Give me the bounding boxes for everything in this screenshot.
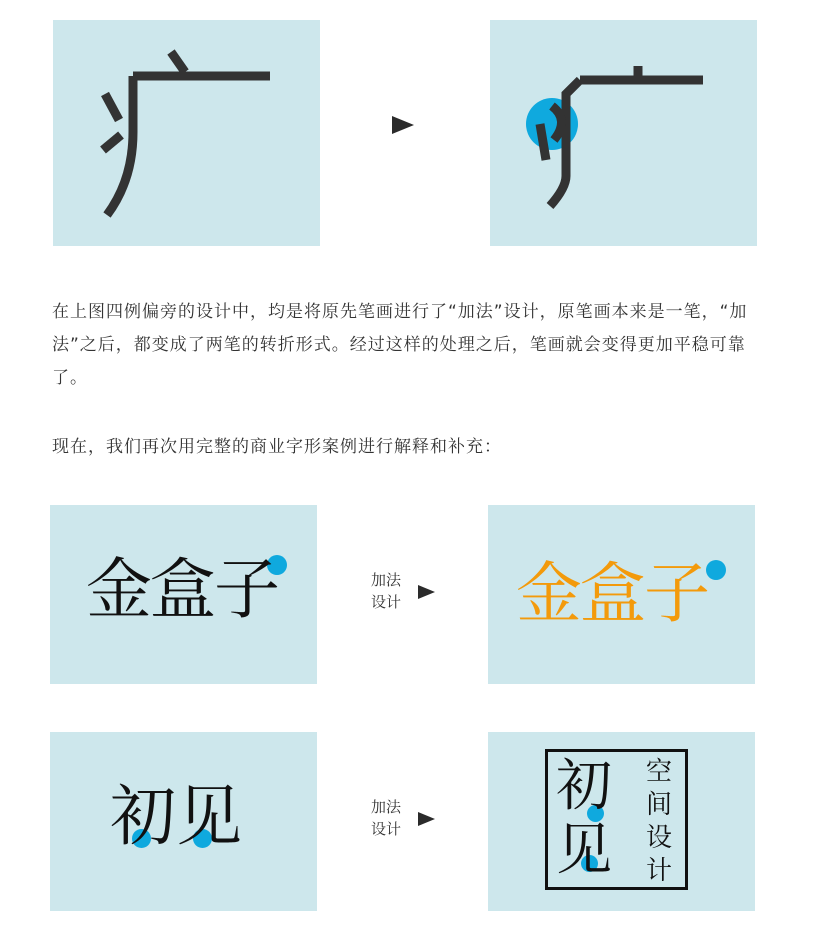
highlight-dot [706, 560, 726, 580]
intro-paragraph: 现在，我们再次用完整的商业字形案例进行解释和补充： [52, 437, 502, 457]
logo-char-jian: 见 [556, 818, 612, 883]
radical-before-glyph [53, 20, 320, 246]
radical-after-panel [490, 20, 757, 246]
jinhezi-after-text: 金盒子 [516, 555, 708, 632]
logo-frame [545, 749, 688, 890]
add-design-label: 加法 设计 [371, 571, 402, 611]
jinhezi-after-panel [488, 505, 755, 684]
radical-after-glyph [490, 20, 757, 246]
logo-char-kong: 空 [646, 757, 673, 787]
logo-char-chu: 初 [556, 754, 612, 819]
jinhezi-before-panel [50, 505, 317, 684]
chujian-after-panel [488, 732, 755, 911]
chujian-before-text: 初见 [110, 778, 242, 855]
transform-arrow [392, 116, 414, 134]
logo-char-jian2: 间 [646, 790, 673, 820]
logo-char-she: 设 [646, 823, 673, 853]
add-design-label: 加法 设计 [371, 798, 402, 838]
transform-arrow [418, 585, 435, 599]
chujian-before-panel [50, 732, 317, 911]
jinhezi-before-text: 金盒子 [86, 551, 278, 628]
transform-arrow [418, 812, 435, 826]
logo-char-ji: 计 [646, 856, 673, 886]
radical-before-panel [53, 20, 320, 246]
description-paragraph: 在上图四例偏旁的设计中，均是将原先笔画进行了“加法”设计，原笔画本来是一笔，“加法”之后，都变成了两笔的转折形式。经过这样的处理之后，笔画就会变得更加平稳可靠了。 [52, 302, 748, 388]
